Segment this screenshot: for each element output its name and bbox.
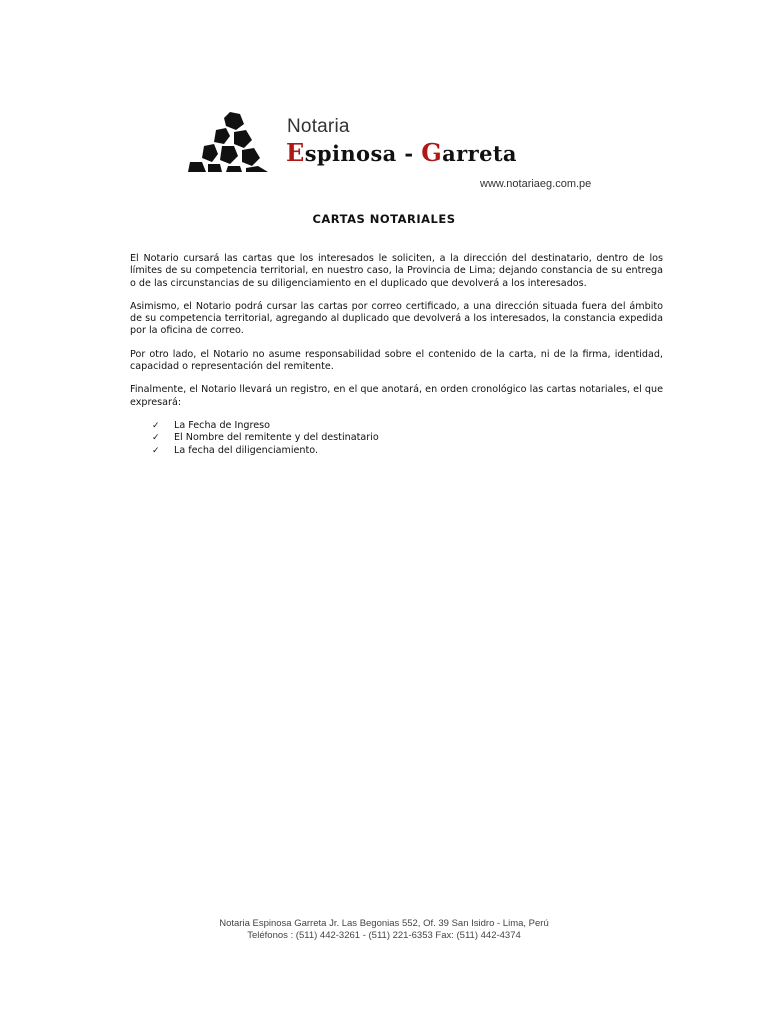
checklist [130, 420, 663, 457]
brand-initial-g: G [421, 138, 443, 167]
checklist-item: ✓ La fecha del diligenciamiento. [152, 444, 319, 456]
website-url: www.notariaeg.com.pe [480, 178, 592, 190]
brand-name-line1: Notaria [287, 116, 350, 137]
checkmark-icon: ✓ [152, 420, 160, 431]
checklist-item: ✓ La Fecha de Ingreso [152, 419, 270, 431]
checkmark-icon: ✓ [152, 445, 160, 456]
checklist-item: ✓ El Nombre del remitente y del destinatario [152, 432, 379, 444]
stone-triangle-logo-icon [186, 110, 270, 174]
footer [0, 918, 768, 942]
footer-address: Notaria Espinosa Garreta Jr. Las Begonias 552, Of. 39 San Isidro - Lima, Perú [219, 918, 549, 929]
footer-phones: Teléfonos : (511) 442-3261 - (511) 221-6353 Fax: (511) 442-4374 [247, 930, 521, 941]
brand-initial-e: E [286, 138, 305, 167]
brand-word-espinosa: spinosa - [304, 141, 422, 166]
brand-word-garreta: arreta [442, 141, 517, 166]
checkmark-icon: ✓ [152, 433, 160, 444]
brand-name-line2 [286, 138, 517, 167]
paragraph: Por otro lado, el Notario no asume responsabilidad sobre el contenido de la carta, ni de la firma, identidad, capacidad o representación del remitente. [130, 348, 663, 373]
paragraph: Asimismo, el Notario podrá cursar las cartas por correo certificado, a una dirección situada fuera del ámbito de su competencia territorial, agregando al duplicado que devolverá a los interesados, la constancia expedida por la oficina de correo. [130, 300, 663, 337]
document-title: CARTAS NOTARIALES [312, 212, 456, 226]
paragraph: El Notario cursará las cartas que los interesados le soliciten, a la dirección del destinatario, dentro de los límites de su competencia territorial, en nuestro caso, la Provincia de Lima; dejando constancia de su entrega o de las circunstancias de su diligenciamiento en el duplicado que devolverá a los interesados. [130, 253, 663, 289]
document-body [130, 253, 663, 457]
paragraph: Finalmente, el Notario llevará un registro, en el que anotará, en orden cronológico las cartas notariales, el que expresará: [130, 384, 663, 408]
